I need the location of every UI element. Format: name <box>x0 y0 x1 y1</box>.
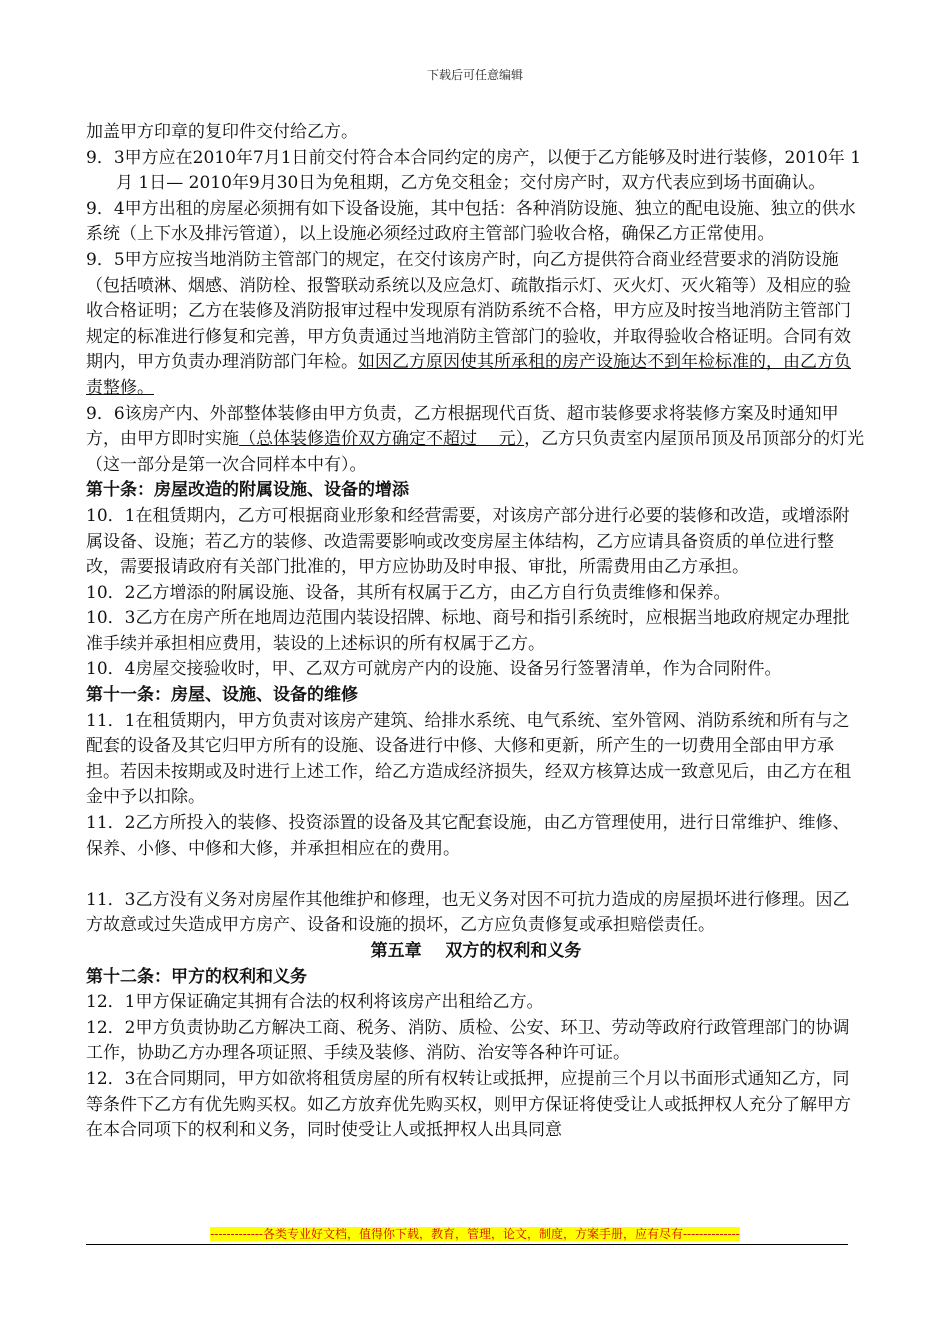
clause-10-2: 10．2乙方增添的附属设施、设备，其所有权属于乙方，由乙方自行负责维修和保养。 <box>86 582 731 603</box>
clause-9-4: 9．4甲方出租的房屋必须拥有如下设备设施，其中包括：各种消防设施、独立的配电设施、独立的供水系统（上下水及排污管道），以上设施必须经过政府主管部门验收合格，确保乙方正常使用。 <box>86 198 856 245</box>
clause-9-5-text: 9．5甲方应按当地消防主管部门的规定，在交付该房产时，向乙方提供符合商业经营要求的消防设施（包括喷淋、烟感、消防栓、报警联动系统以及应急灯、疏散指示灯、灭火灯、灭火箱等）及相应的验收合格证明；乙方在装修及消防报审过程中发现原有消防系统不合格，甲方应及时按当地消防主管部门规定的标准进行修复和完善，甲方负责通过当地消防主管部门的验收，并取得验收合格证明。合同有效期内，甲方负责办理消防部门年检。 <box>86 249 851 373</box>
article-11-heading: 第十一条：房屋、设施、设备的维修 <box>86 685 358 706</box>
clause-11-2: 11．2乙方所投入的装修、投资添置的设备及其它配套设施，由乙方管理使用，进行日常维护、维修、保养、小修、中修和大修，并承担相应在的费用。 <box>86 813 850 859</box>
clause-9-6-text-end: ，乙方只负责室内屋顶吊顶及吊顶部分的灯光（这一部分是第一次合同样本中有）。 <box>86 429 865 475</box>
article-12-heading: 第十二条：甲方的权利和义务 <box>86 966 307 987</box>
clause-9-6-text: 9．6该房产内、外部整体装修由甲方负责，乙方根据现代百货、超市装修要求将装修方案及时通知甲方，由甲方即时实施 <box>86 403 839 450</box>
clause-9-5-underlined: 如因乙方原因使其所承租的房产设施达不到年检标准的，由乙方负责整修。 <box>86 352 851 398</box>
footer-banner <box>0 1225 950 1242</box>
clause-11-1: 11．1在租赁期内，甲方负责对该房产建筑、给排水系统、电气系统、室外管网、消防系统和所有与之配套的设备及其它归甲方所有的设施、设备进行中修、大修和更新，所产生的一切费用全部由甲方承担。若因未按期或及时进行上述工作，给乙方造成经济损失，经双方核算达成一致意见后，由乙方在租金中予以扣除。 <box>86 710 851 808</box>
footer-banner-text: -------------各类专业好文档，值得你下载，教育，管理，论文，制度，方案手册，应有尽有-------------- <box>210 1227 740 1241</box>
clause-9-3: 9．3甲方应在2010年7月1日前交付符合本合同约定的房产，以便于乙方能够及时进行装修，2010年 1月 1日— 2010年9月30日为免租期，乙方免交租金；交付房产时，双方代表应到场书面确认。 <box>86 147 862 194</box>
clause-10-3: 10．3乙方在房产所在地周边范围内装设招牌、标地、商号和指引系统时，应根据当地政府规定办理批准手续并承担相应费用，装设的上述标识的所有权属于乙方。 <box>86 608 850 654</box>
blank-line <box>86 862 866 888</box>
clause-10-1: 10．1在租赁期内，乙方可根据商业形象和经营需要，对该房产部分进行必要的装修和改造，或增添附属设备、设施；若乙方的装修、改造需要影响或改变房屋主体结构，乙方应请具备资质的单位进行整改，需要报请政府有关部门批准的，甲方应协助及时申报、审批，所需费用由乙方承担。 <box>86 505 850 578</box>
clause-12-3: 12．3在合同期同，甲方如欲将租赁房屋的所有权转让或抵押，应提前三个月以书面形式通知乙方，同等条件下乙方有优先购买权。如乙方放弃优先购买权，则甲方保证将使受让人或抵押权人充分了解甲方在本合同项下的权利和义务，同时使受让人或抵押权人出具同意 <box>86 1068 851 1141</box>
footer-divider <box>86 1244 848 1245</box>
clause-9-5 <box>86 248 866 402</box>
clause-9-6-underlined: （总体装修造价双方确定不超过 元） <box>239 429 525 450</box>
header-note: 下载后可任意编辑 <box>426 68 523 82</box>
document-body <box>86 120 866 1144</box>
chapter-5-title: 第五章 双方的权利和义务 <box>370 941 582 961</box>
clause-10-4: 10．4房屋交接验收时，甲、乙双方可就房产内的设施、设备另行签署清单，作为合同附件。 <box>86 659 782 680</box>
paragraph: 加盖甲方印章的复印件交付给乙方。 <box>86 122 358 142</box>
clause-12-2: 12．2甲方负责协助乙方解决工商、税务、消防、质检、公安、环卫、劳动等政府行政管理部门的协调工作，协助乙方办理各项证照、手续及装修、消防、治安等各种许可证。 <box>86 1017 850 1064</box>
clause-11-3: 11．3乙方没有义务对房屋作其他维护和修理，也无义务对因不可抗力造成的房屋损坏进行修理。因乙方故意或过失造成甲方房产、设备和设施的损坏，乙方应负责修复或承担赔偿责任。 <box>86 889 850 936</box>
clause-9-6 <box>86 402 866 479</box>
article-10-heading: 第十条：房屋改造的附属设施、设备的增添 <box>86 480 409 501</box>
clause-12-1: 12．1甲方保证确定其拥有合法的权利将该房产出租给乙方。 <box>86 992 544 1013</box>
